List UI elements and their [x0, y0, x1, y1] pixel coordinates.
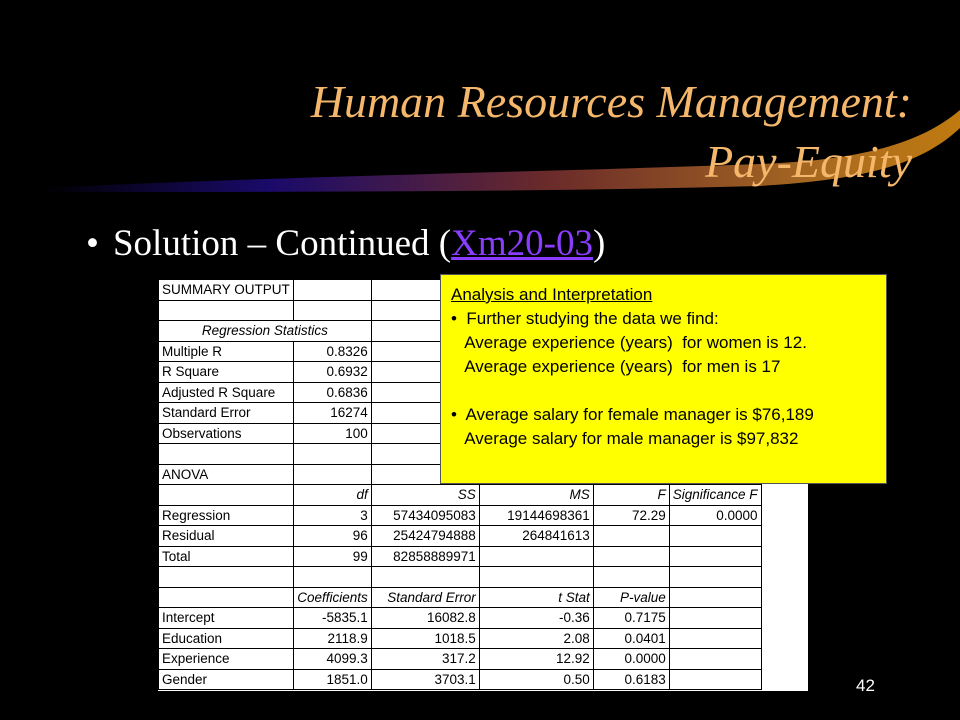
- table-row: [159, 628, 762, 649]
- table-cell: 2118.9: [293, 628, 371, 649]
- table-cell: [159, 587, 294, 608]
- analysis-callout: [440, 274, 887, 484]
- table-cell: 82858889971: [371, 546, 479, 567]
- table-cell: Standard Error: [371, 587, 479, 608]
- table-cell: F: [593, 485, 669, 506]
- bullet-solution: [86, 222, 605, 265]
- table-cell: 1851.0: [293, 669, 371, 690]
- table-cell: t Stat: [479, 587, 593, 608]
- table-cell: 0.6836: [293, 382, 371, 403]
- table-cell: [593, 526, 669, 547]
- bullet-dot-icon: •: [86, 223, 99, 264]
- table-cell: 99: [293, 546, 371, 567]
- callout-line: Average experience (years) for men is 17: [451, 357, 781, 376]
- table-cell: [371, 567, 479, 588]
- table-cell: [479, 567, 593, 588]
- table-cell: Experience: [159, 649, 294, 670]
- callout-line: • Average salary for female manager is $76,189: [451, 405, 814, 424]
- table-row: [159, 587, 762, 608]
- table-cell: [669, 608, 761, 629]
- table-row: [159, 649, 762, 670]
- table-cell: 19144698361: [479, 505, 593, 526]
- table-row: [159, 485, 762, 506]
- table-cell: [159, 485, 294, 506]
- table-cell: [669, 526, 761, 547]
- page-number: 42: [856, 676, 875, 695]
- table-row: [159, 567, 762, 588]
- table-cell: 317.2: [371, 649, 479, 670]
- table-cell: Total: [159, 546, 294, 567]
- table-cell: -0.36: [479, 608, 593, 629]
- table-cell: 264841613: [479, 526, 593, 547]
- table-cell: [593, 546, 669, 567]
- table-cell: [159, 444, 294, 465]
- table-cell: 57434095083: [371, 505, 479, 526]
- table-cell: [669, 649, 761, 670]
- table-cell: [293, 464, 371, 485]
- table-cell: 100: [293, 423, 371, 444]
- table-cell: Coefficients: [293, 587, 371, 608]
- table-cell: 16082.8: [371, 608, 479, 629]
- table-row: [159, 669, 762, 690]
- table-row: [159, 505, 762, 526]
- table-cell: MS: [479, 485, 593, 506]
- table-cell: ANOVA: [159, 464, 294, 485]
- table-cell: [669, 669, 761, 690]
- callout-line: [451, 379, 876, 403]
- table-cell: 0.6932: [293, 362, 371, 383]
- table-cell: 16274: [293, 403, 371, 424]
- table-cell: [593, 567, 669, 588]
- table-cell: Observations: [159, 423, 294, 444]
- table-cell: R Square: [159, 362, 294, 383]
- table-cell: Education: [159, 628, 294, 649]
- table-cell: 3: [293, 505, 371, 526]
- table-cell: 0.8326: [293, 341, 371, 362]
- table-cell: Adjusted R Square: [159, 382, 294, 403]
- table-cell: [669, 587, 761, 608]
- table-cell: [159, 567, 294, 588]
- table-cell: 0.0000: [669, 505, 761, 526]
- table-cell: Significance F: [669, 485, 761, 506]
- table-cell: 2.08: [479, 628, 593, 649]
- callout-line: Average salary for male manager is $97,832: [451, 429, 799, 448]
- table-cell: [669, 628, 761, 649]
- table-cell: Residual: [159, 526, 294, 547]
- table-cell: -5835.1: [293, 608, 371, 629]
- table-cell: Standard Error: [159, 403, 294, 424]
- table-cell: Multiple R: [159, 341, 294, 362]
- title-line-1: Human Resources Management:: [310, 76, 912, 127]
- table-cell: Regression Statistics: [159, 321, 372, 342]
- callout-heading: Analysis and Interpretation: [451, 285, 653, 304]
- table-cell: [669, 567, 761, 588]
- table-cell: 0.0401: [593, 628, 669, 649]
- table-cell: 12.92: [479, 649, 593, 670]
- table-cell: 1018.5: [371, 628, 479, 649]
- table-cell: 0.50: [479, 669, 593, 690]
- table-cell: [293, 444, 371, 465]
- table-cell: SS: [371, 485, 479, 506]
- table-cell: [293, 567, 371, 588]
- callout-line: Average experience (years) for women is 12.: [451, 333, 807, 352]
- table-row: [159, 608, 762, 629]
- table-cell: P-value: [593, 587, 669, 608]
- table-cell: 0.6183: [593, 669, 669, 690]
- bullet-text: Solution – Continued (: [112, 223, 452, 264]
- table-cell: 3703.1: [371, 669, 479, 690]
- callout-line: • Further studying the data we find:: [451, 309, 719, 328]
- table-cell: 25424794888: [371, 526, 479, 547]
- title-line-2: Pay-Equity: [705, 136, 912, 187]
- table-cell: [669, 546, 761, 567]
- table-cell: 72.29: [593, 505, 669, 526]
- table-row: [159, 546, 762, 567]
- bullet-close: ): [592, 223, 606, 264]
- table-row: [159, 526, 762, 547]
- table-cell: [293, 280, 371, 301]
- table-cell: 96: [293, 526, 371, 547]
- slide-title: [152, 72, 912, 192]
- file-link[interactable]: Xm20-03: [451, 223, 593, 264]
- table-cell: SUMMARY OUTPUT: [159, 280, 294, 301]
- table-cell: 0.7175: [593, 608, 669, 629]
- table-cell: 4099.3: [293, 649, 371, 670]
- table-cell: Gender: [159, 669, 294, 690]
- table-cell: df: [293, 485, 371, 506]
- table-cell: [159, 300, 294, 321]
- table-cell: Regression: [159, 505, 294, 526]
- table-cell: 0.0000: [593, 649, 669, 670]
- table-cell: [293, 300, 371, 321]
- table-cell: Intercept: [159, 608, 294, 629]
- table-cell: [479, 546, 593, 567]
